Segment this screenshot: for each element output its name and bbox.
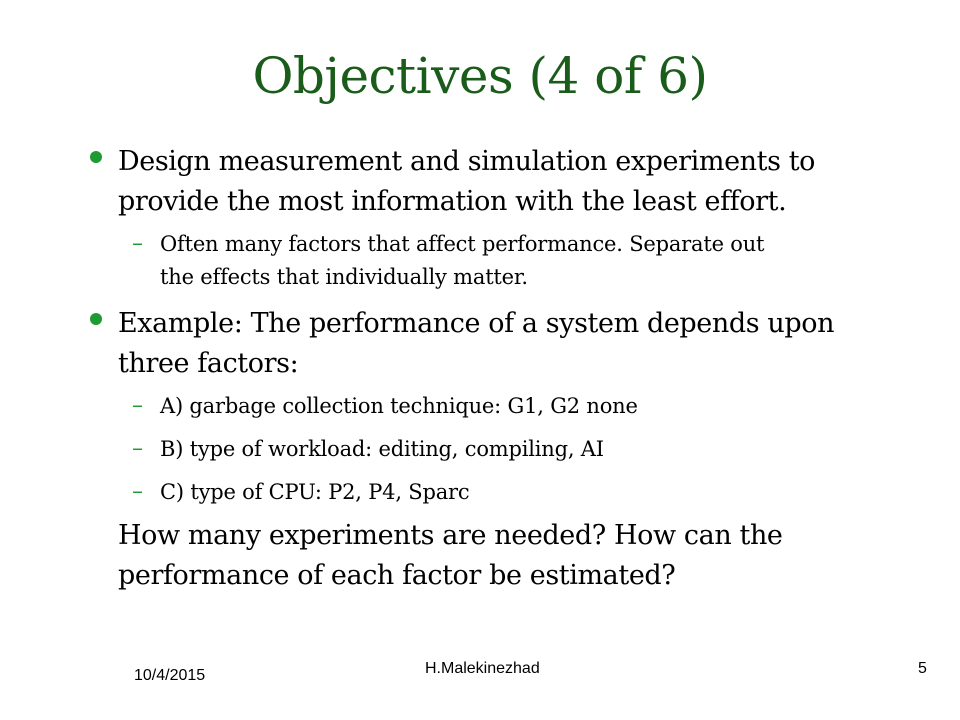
sub-item-line: B) type of workload: editing, compiling, AI: [160, 437, 604, 461]
sub-item-line: A) garbage collection technique: G1, G2 none: [160, 394, 638, 418]
sub-item-line: Often many factors that affect performance. Separate out: [160, 232, 765, 256]
bullet-dot-icon: [90, 151, 102, 163]
sub-item-line: the effects that individually matter.: [160, 265, 528, 289]
closing-line: How many experiments are needed? How can the: [118, 520, 783, 551]
dash-icon: –: [132, 393, 143, 418]
dash-icon: –: [132, 231, 143, 256]
footer-page-number: 5: [918, 660, 927, 677]
slide-title: Objectives (4 of 6): [252, 47, 708, 105]
dash-icon: –: [132, 479, 143, 504]
closing-line: performance of each factor be estimated?: [118, 560, 676, 591]
footer-author: H.Malekinezhad: [425, 660, 540, 677]
dash-icon: –: [132, 436, 143, 461]
bullet-dot-icon: [90, 313, 102, 325]
sub-item-line: C) type of CPU: P2, P4, Sparc: [160, 480, 470, 504]
bullet-line: Design measurement and simulation experiments to: [118, 146, 816, 177]
footer-date: 10/4/2015: [134, 667, 206, 684]
bullet-line: Example: The performance of a system depends upon: [118, 308, 835, 339]
bullet-line: provide the most information with the least effort.: [118, 186, 787, 217]
bullet-line: three factors:: [118, 348, 299, 379]
